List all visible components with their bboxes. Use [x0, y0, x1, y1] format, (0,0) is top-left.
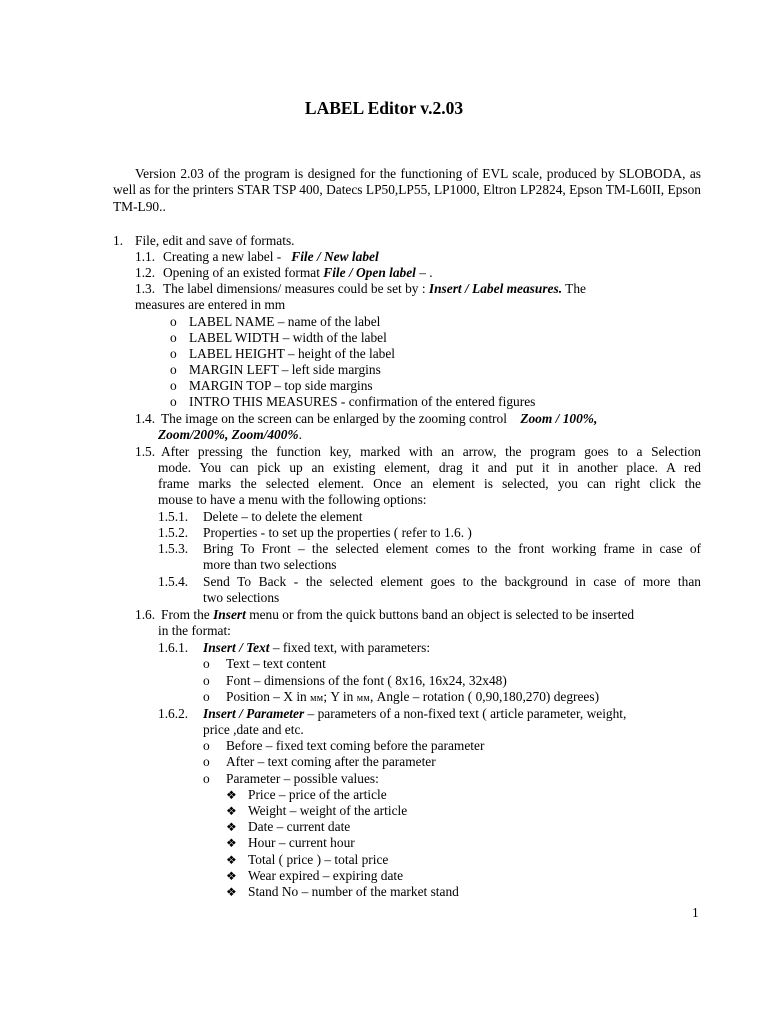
- page-number: 1: [692, 905, 699, 920]
- list-item: Before – fixed text coming before the parameter: [226, 738, 485, 753]
- diamond-bullet-icon: ❖: [226, 836, 237, 850]
- diamond-bullet-icon: ❖: [226, 804, 237, 818]
- option-text: Insert / Text – fixed text, with parameters:: [203, 640, 431, 655]
- list-item: MARGIN LEFT – left side margins: [189, 362, 381, 377]
- bullet: o: [170, 362, 177, 377]
- subsection-text-cont: measures are entered in mm: [135, 297, 286, 312]
- list-item: Date – current date: [248, 819, 351, 834]
- subsection-text: Creating a new label - File / New label: [163, 249, 379, 264]
- bullet: o: [170, 330, 177, 345]
- option-number: 1.5.1.: [158, 509, 189, 524]
- subsection-number: 1.2.: [135, 265, 156, 280]
- list-item: LABEL WIDTH – width of the label: [189, 330, 387, 345]
- list-item: Text – text content: [226, 656, 326, 671]
- menu-reference: Insert / Text: [203, 640, 270, 655]
- list-item: After – text coming after the parameter: [226, 754, 436, 769]
- option-text: Properties - to set up the properties ( refer to 1.6. ): [203, 525, 472, 540]
- option-text: Bring To Front – the selected element comes to the front working frame in case of: [203, 541, 701, 556]
- option-text: Insert / Parameter – parameters of a non-fixed text ( article parameter, weight,: [203, 706, 627, 721]
- bullet: o: [203, 656, 210, 671]
- subsection-text: Opening of an existed format File / Open label – .: [163, 265, 433, 280]
- option-text: Send To Back - the selected element goes to the background in case of more than: [203, 574, 701, 589]
- subsection-text-cont: frame marks the selected element. Once an element is selected, you can right click the: [158, 476, 701, 491]
- list-item: Parameter – possible values:: [226, 771, 379, 786]
- menu-reference: Zoom/200%, Zoom/400%: [158, 427, 299, 442]
- option-number: 1.5.3.: [158, 541, 189, 556]
- subsection-text-cont: mode. You can pick up an existing element, drag it and put it in another place. A red: [158, 460, 701, 475]
- subsection-text: After pressing the function key, marked with an arrow, the program goes to a Selection: [161, 444, 701, 459]
- subsection-number: 1.5.: [135, 444, 156, 459]
- list-item: Wear expired – expiring date: [248, 868, 404, 883]
- diamond-bullet-icon: ❖: [226, 885, 237, 899]
- menu-reference: Insert / Label measures.: [428, 281, 563, 296]
- menu-reference: Insert / Parameter: [203, 706, 305, 721]
- subsection-text-cont: in the format:: [158, 623, 231, 638]
- list-item: Total ( price ) – total price: [248, 852, 389, 867]
- option-number: 1.6.2.: [158, 706, 189, 721]
- list-item: LABEL HEIGHT – height of the label: [189, 346, 396, 361]
- document-title: LABEL Editor v.2.03: [304, 98, 464, 118]
- option-text-cont: price ,date and etc.: [203, 722, 304, 737]
- section-heading: File, edit and save of formats.: [135, 233, 295, 248]
- bullet: o: [170, 378, 177, 393]
- bullet: o: [203, 673, 210, 688]
- section-number: 1.: [113, 233, 124, 248]
- list-item: Position – X in мм; Y in мм, Angle – rotation ( 0,90,180,270) degrees): [226, 689, 600, 704]
- subsection-number: 1.6.: [135, 607, 156, 622]
- list-item: MARGIN TOP – top side margins: [189, 378, 373, 393]
- diamond-bullet-icon: ❖: [226, 788, 237, 802]
- list-item: Price – price of the article: [248, 787, 387, 802]
- diamond-bullet-icon: ❖: [226, 853, 237, 867]
- bullet: o: [203, 689, 210, 704]
- subsection-text: From the Insert menu or from the quick buttons band an object is selected to be inserted: [161, 607, 635, 622]
- list-item: Hour – current hour: [248, 835, 355, 850]
- subsection-text-cont: Zoom/200%, Zoom/400%.: [158, 427, 302, 442]
- menu-reference: File / New label: [291, 249, 379, 264]
- subsection-number: 1.4.: [135, 411, 156, 426]
- option-number: 1.6.1.: [158, 640, 189, 655]
- list-item: Weight – weight of the article: [248, 803, 408, 818]
- bullet: o: [203, 738, 210, 753]
- subsection-number: 1.1.: [135, 249, 156, 264]
- option-number: 1.5.2.: [158, 525, 189, 540]
- list-item: Stand No – number of the market stand: [248, 884, 459, 899]
- bullet: o: [170, 346, 177, 361]
- option-text-cont: two selections: [203, 590, 280, 605]
- subsection-text: The label dimensions/ measures could be set by : Insert / Label measures. The: [163, 281, 586, 296]
- option-text-cont: more than two selections: [203, 557, 337, 572]
- menu-reference: File / Open label: [323, 265, 416, 280]
- list-item: INTRO THIS MEASURES - confirmation of the entered figures: [189, 394, 536, 409]
- diamond-bullet-icon: ❖: [226, 820, 237, 834]
- list-item: LABEL NAME – name of the label: [189, 314, 381, 329]
- option-number: 1.5.4.: [158, 574, 189, 589]
- diamond-bullet-icon: ❖: [226, 869, 237, 883]
- menu-reference: Zoom / 100%,: [520, 411, 598, 426]
- bullet: o: [170, 314, 177, 329]
- subsection-text: The image on the screen can be enlarged by the zooming control Zoom / 100%,: [161, 411, 598, 426]
- option-text: Delete – to delete the element: [203, 509, 363, 524]
- subsection-number: 1.3.: [135, 281, 156, 296]
- bullet: o: [170, 394, 177, 409]
- list-item: Font – dimensions of the font ( 8x16, 16x24, 32x48): [226, 673, 507, 688]
- subsection-text-cont: mouse to have a menu with the following options:: [158, 492, 427, 507]
- bullet: o: [203, 754, 210, 769]
- bullet: o: [203, 771, 210, 786]
- menu-reference: Insert: [213, 607, 246, 622]
- intro-paragraph: Version 2.03 of the program is designed for the functioning of EVL scale, produced by SLOBODA, as well as for the printers STAR TSP 400, Datecs LP50,LP55, LP1000, Eltron LP2824, Epson TM-L60II, Epson TM-L90..: [113, 166, 701, 214]
